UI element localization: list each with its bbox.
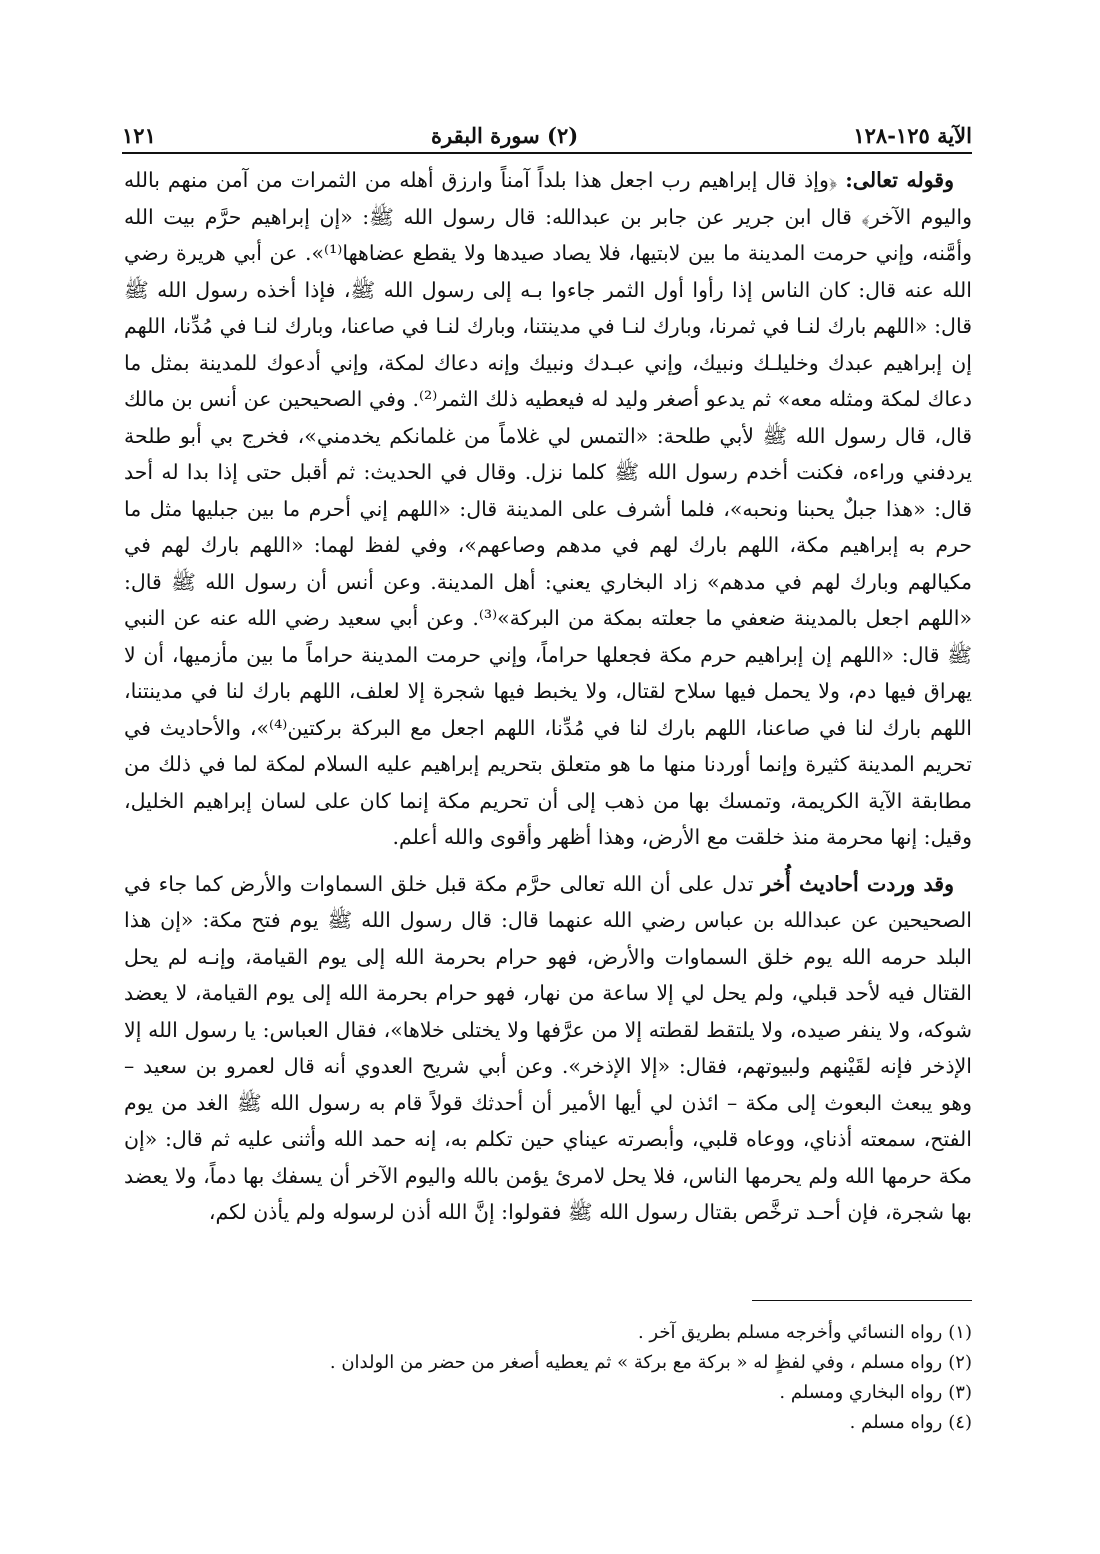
- verse-range: الآية ١٢٥-١٢٨: [853, 123, 972, 148]
- paragraph: [124, 162, 972, 856]
- footnote: [124, 1378, 972, 1408]
- footnote-number: (٤): [948, 1412, 972, 1433]
- surah-title: (٢) سورة البقرة: [431, 123, 579, 148]
- footnote-text: رواه مسلم ، وفي لفظٍ له « بركة مع بركة » ثم يعطيه أصغر من حضر من الولدان .: [329, 1352, 943, 1373]
- footnote: [124, 1318, 972, 1348]
- paragraph-text: تدل على أن الله تعالى حرَّم مكة قبل خلق السماوات والأرض كما جاء في الصحيحين عن عبدالله بن عباس رضي الله عنهما قال: قال رسول الله ﷺ يوم فتح مكة: «إن هذا البلد حرمه الله يوم خلق السماوات والأرض، فهو حرام بحرمة الله إلى يوم القيامة، وإنـه لم يحل القتال فيه لأحد قبلي، ولم يحل لي إلا ساعة من نهار، فهو حرام بحرمة الله إلى يوم القيامة، لا يعضد شوكه، ولا ينفر صيده، ولا يلتقط لقطته إلا من عرَّفها ولا يختلى خلاها»، فقال العباس: يا رسول الله إلا الإذخر فإنه لقَيْنهم ولبيوتهم، فقال: «إلا الإذخر». وعن أبي شريح العدوي أنه قال لعمرو بن سعيد – وهو يبعث البعوث إلى مكة – ائذن لي أيها الأمير أن أحدثك قولاً قام به رسول الله ﷺ الغد من يوم الفتح، سمعته أذناي، ووعاه قلبي، وأبصرته عيناي حين تكلم به، إنه حمد الله وأثنى عليه ثم قال: «إن مكة حرمها الله ولم يحرمها الناس، فلا يحل لامرئ يؤمن بالله واليوم الآخر أن يسفك بها دماً، ولا يعضد بها شجرة، فإن أحـد ترخَّص بقتال رسول الله ﷺ فقولوا: إنَّ الله أذن لرسوله ولم يأذن لكم،: [124, 871, 972, 1224]
- footnote-text: رواه مسلم .: [849, 1412, 943, 1433]
- footnote-number: (٢): [948, 1352, 972, 1373]
- page-header: [122, 108, 972, 154]
- paragraph-lead: وقد وردت أحاديث أُخر: [761, 871, 954, 896]
- footnote: [124, 1408, 972, 1438]
- footnote-divider: [752, 1300, 972, 1301]
- footnote-number: (١): [948, 1322, 972, 1343]
- footnote-text: رواه النسائي وأخرجه مسلم بطريق آخر .: [637, 1322, 943, 1343]
- footnote-text: رواه البخاري ومسلم .: [779, 1382, 943, 1403]
- footnotes: [124, 1318, 972, 1438]
- footnote: [124, 1348, 972, 1378]
- paragraph: [124, 866, 972, 1231]
- paragraph-lead: وقوله تعالى:: [845, 168, 954, 192]
- footnote-number: (٣): [948, 1382, 972, 1403]
- page-number: ١٢١: [122, 123, 156, 148]
- paragraph-text: ﴿وإذ قال إبراهيم رب اجعل هذا بلداً آمناً وارزق أهله من الثمرات من آمن منهم بالله واليوم الآخر﴾ قال ابن جرير عن جابر بن عبدالله: قال رسول الله ﷺ: «إن إبراهيم حرَّم بيت الله وأمَّنه، وإني حرمت المدينة ما بين لابتيها، فلا يصاد صيدها ولا يقطع عضاهها⁽¹⁾». عن أبي هريرة رضي الله عنه قال: كان الناس إذا رأوا أول الثمر جاءوا بـه إلى رسول الله ﷺ، فإذا أخذه رسول الله ﷺ قال: «اللهم بارك لنـا في ثمرنا، وبارك لنـا في مدينتنا، وبارك لنـا في صاعنا، وبارك لنـا في مُدِّنا، اللهم إن إبراهيم عبدك وخليلـك ونبيك، وإني عبـدك ونبيك وإنه دعاك لمكة، وإني أدعوك للمدينة بمثل ما دعاك لمكة ومثله معه» ثم يدعو أصغر وليد له فيعطيه ذلك الثمر⁽²⁾. وفي الصحيحين عن أنس بن مالك قال، قال رسول الله ﷺ لأبي طلحة: «التمس لي غلاماً من غلمانكم يخدمني»، فخرج بي أبو طلحة يردفني وراءه، فكنت أخدم رسول الله ﷺ كلما نزل. وقال في الحديث: ثم أقبل حتى إذا بدا له أحد قال: «هذا جبلٌ يحبنا ونحبه»، فلما أشرف على المدينة قال: «اللهم إني أحرم ما بين جبليها مثل ما حرم به إبراهيم مكة، اللهم بارك لهم في مدهم وصاعهم»، وفي لفظ لهما: «اللهم بارك لهم في مكيالهم وبارك لهم في مدهم» زاد البخاري يعني: أهل المدينة. وعن أنس أن رسول الله ﷺ قال: «اللهم اجعل بالمدينة ضعفي ما جعلته بمكة من البركة»⁽³⁾. وعن أبي سعيد رضي الله عنه عن النبي ﷺ قال: «اللهم إن إبراهيم حرم مكة فجعلها حراماً، وإني حرمت المدينة حراماً ما بين مأزميها، أن لا يهراق فيها دم، ولا يحمل فيها سلاح لقتال، ولا يخبط فيها شجرة إلا لعلف، اللهم بارك لنا في مدينتنا، اللهم بارك لنا في صاعنا، اللهم بارك لنا في مُدِّنا، اللهم اجعل مع البركة بركتين⁽⁴⁾»، والأحاديث في تحريم المدينة كثيرة وإنما أوردنا منها ما هو متعلق بتحريم إبراهيم عليه السلام لمكة لما في ذلك من مطابقة الآية الكريمة، وتمسك بها من ذهب إلى أن تحريم مكة إنما كان على لسان إبراهيم الخليل، وقيل: إنها محرمة منذ خلقت مع الأرض، وهذا أظهر وأقوى والله أعلم.: [124, 168, 972, 849]
- main-text: [124, 162, 972, 1231]
